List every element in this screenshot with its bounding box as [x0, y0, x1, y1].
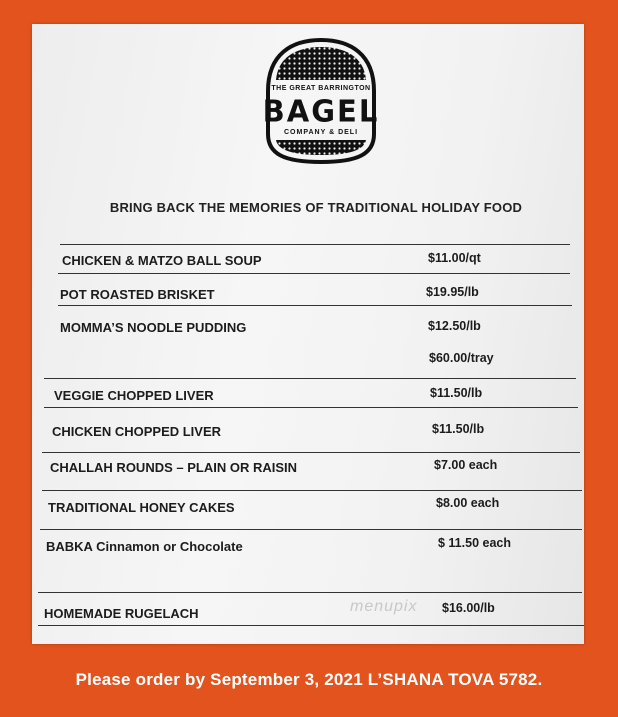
- menu-sheet: [32, 24, 584, 644]
- divider: [44, 378, 576, 379]
- menu-item-price: $11.00/qt: [428, 251, 481, 265]
- menu-item-name: BABKA Cinnamon or Chocolate: [46, 539, 243, 554]
- menu-item-price: $8.00 each: [436, 496, 500, 510]
- menu-item-name: HOMEMADE RUGELACH: [44, 606, 199, 621]
- menu-item-price: $7.00 each: [434, 458, 498, 472]
- menu-item-name: CHALLAH ROUNDS – PLAIN OR RAISIN: [50, 460, 298, 475]
- menu-item-price: $12.50/lb: [428, 319, 481, 333]
- order-deadline-note: Please order by September 3, 2021 L’SHANA TOVA 5782.: [75, 670, 543, 689]
- logo-tagline-top: THE GREAT BARRINGTON: [271, 85, 371, 92]
- menu-item-name: VEGGIE CHOPPED LIVER: [54, 388, 214, 403]
- logo-tagline-bottom: COMPANY & DELI: [283, 129, 359, 136]
- divider: [42, 490, 582, 491]
- divider: [58, 273, 570, 274]
- divider: [58, 305, 572, 306]
- menu-item-name: CHICKEN CHOPPED LIVER: [52, 424, 222, 439]
- divider: [44, 407, 578, 408]
- divider: [42, 452, 580, 453]
- bagel-company-logo: [262, 36, 380, 166]
- menu-item-name: POT ROASTED BRISKET: [60, 287, 215, 302]
- menu-headline: BRING BACK THE MEMORIES OF TRADITIONAL HOLIDAY FOOD: [109, 200, 523, 215]
- menu-item-price: $16.00/lb: [442, 601, 495, 615]
- divider: [40, 529, 582, 530]
- watermark: menupix: [350, 598, 418, 615]
- menu-item-name: MOMMA’S NOODLE PUDDING: [60, 320, 247, 335]
- menu-item-name: TRADITIONAL HONEY CAKES: [48, 500, 235, 515]
- divider: [38, 625, 584, 626]
- divider: [38, 592, 582, 593]
- menu-item-price: $ 11.50 each: [438, 536, 511, 550]
- menu-item-price-alt: $60.00/tray: [429, 351, 494, 365]
- divider: [60, 244, 570, 245]
- menu-item-price: $11.50/lb: [432, 422, 485, 436]
- menu-item-name: CHICKEN & MATZO BALL SOUP: [62, 253, 262, 268]
- menu-item-price: $11.50/lb: [430, 386, 483, 400]
- menu-item-price: $19.95/lb: [426, 285, 479, 299]
- logo-wordmark: BAGEL: [262, 93, 380, 129]
